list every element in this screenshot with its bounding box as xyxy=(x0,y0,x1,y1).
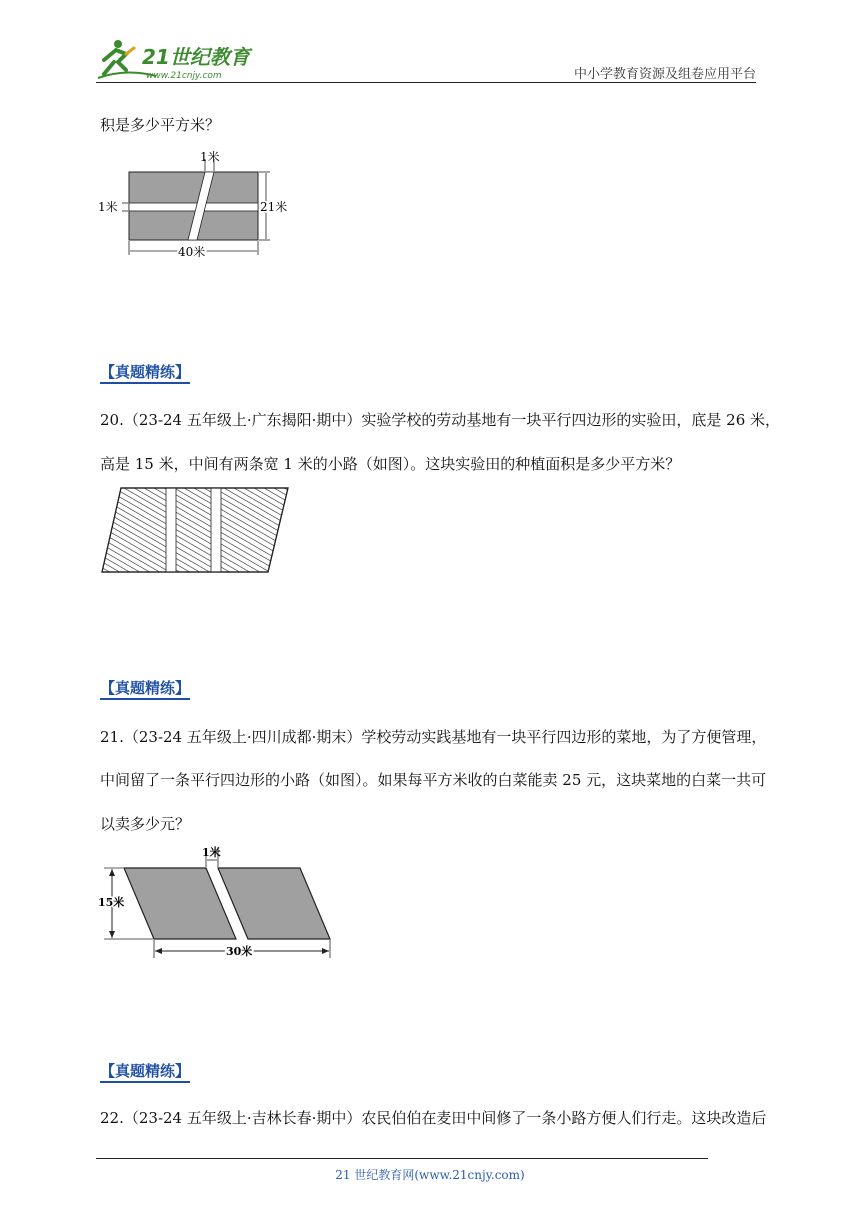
platform-name: 中小学教育资源及组卷应用平台 xyxy=(573,67,756,82)
q21-label-height: 15米 xyxy=(98,896,125,909)
q21-label-road: 1米 xyxy=(202,846,221,859)
q19-label-road-top: 1米 xyxy=(200,150,220,164)
section-heading-zhenti-2: 【真题精练】 xyxy=(100,678,190,700)
section-heading-zhenti-1: 【真题精练】 xyxy=(100,362,190,384)
q21-text-line2: 中间留了一条平行四边形的小路（如图）。如果每平方米收的白菜能卖 25 元，这块菜地的白菜一共可 xyxy=(100,771,767,789)
q19-label-height: 21米 xyxy=(260,200,288,214)
q20-figure xyxy=(100,486,292,576)
q21-figure xyxy=(96,842,336,960)
q21-text-line1: 21.（23-24 五年级上·四川成都·期末）学校劳动实践基地有一块平行四边形的菜地，为了方便管理， xyxy=(100,728,767,746)
q19-figure xyxy=(92,145,312,265)
q19-text-tail: 积是多少平方米？ xyxy=(100,116,221,134)
q20-text-line1: 20.（23-24 五年级上·广东揭阳·期中）实验学校的劳动基地有一块平行四边形的实验田，底是 26 米， xyxy=(100,411,781,429)
q22-text-line1: 22.（23-24 五年级上·吉林长春·期中）农民伯伯在麦田中间修了一条小路方便人们行走。这块改造后 xyxy=(100,1109,767,1127)
logo-url: www.21cnjy.com xyxy=(146,71,222,81)
footer-text: 21 世纪教育网(www.21cnjy.com) xyxy=(335,1168,525,1182)
logo xyxy=(96,38,271,82)
q21-text-line3: 以卖多少元？ xyxy=(100,815,191,833)
q19-label-length: 40米 xyxy=(178,245,206,259)
section-heading-zhenti-3: 【真题精练】 xyxy=(100,1061,190,1083)
q20-text-line2: 高是 15 米，中间有两条宽 1 米的小路（如图）。这块实验田的种植面积是多少平方米？ xyxy=(100,455,681,473)
footer-divider xyxy=(96,1158,708,1159)
q21-label-base: 30米 xyxy=(226,945,253,958)
q19-label-road-left: 1米 xyxy=(98,200,118,214)
logo-text: 21世纪教育 xyxy=(142,45,250,69)
page-header xyxy=(0,0,860,90)
header-divider xyxy=(96,82,756,83)
